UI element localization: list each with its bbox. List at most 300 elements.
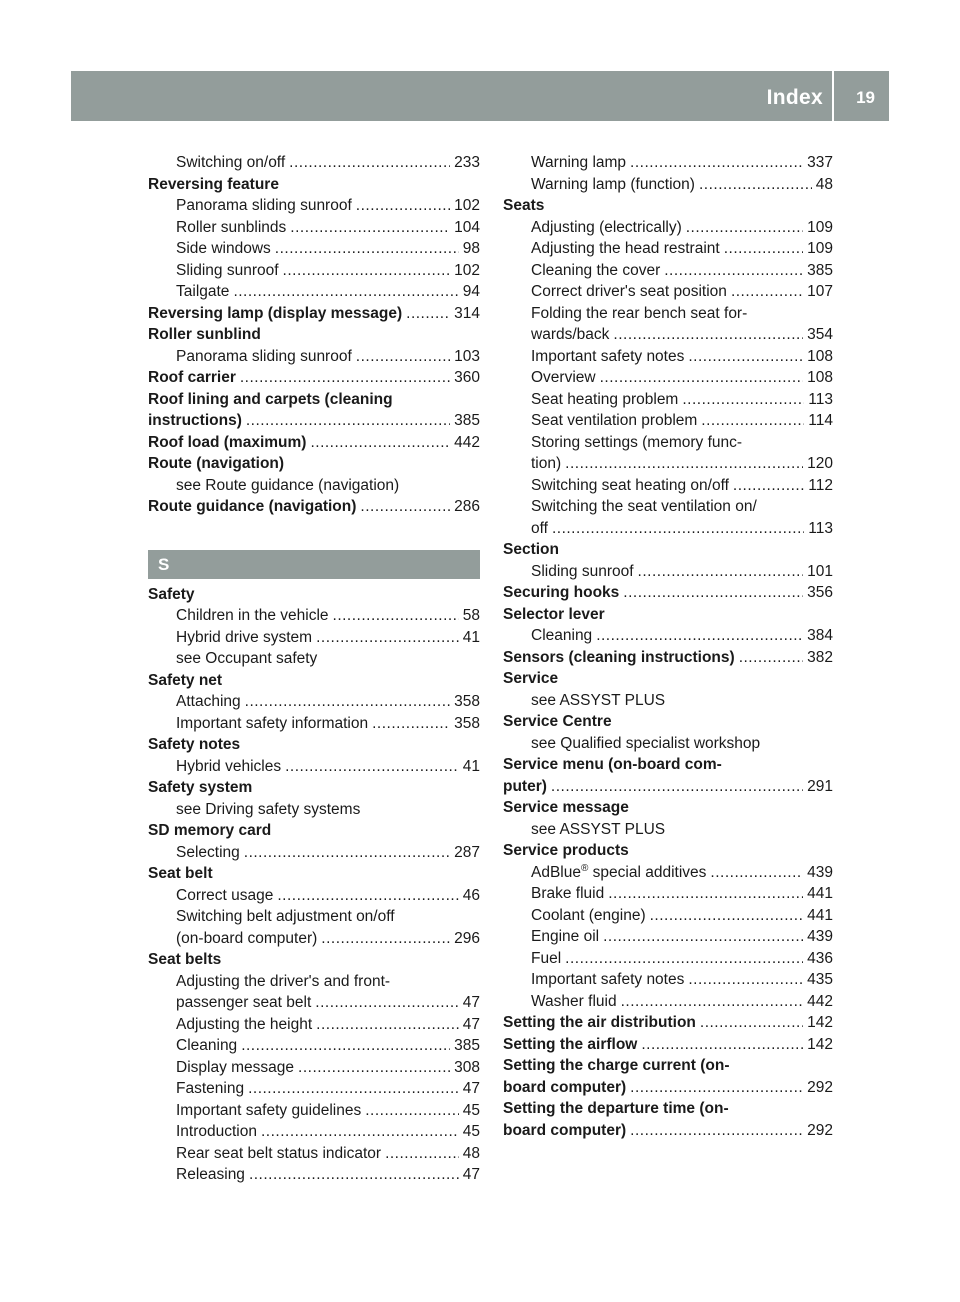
entry-text: Roof lining and carpets (cleaning <box>148 390 393 408</box>
dot-leader <box>603 926 803 948</box>
index-subentry <box>148 281 480 303</box>
entry-text: Selecting <box>176 843 240 861</box>
dot-leader <box>664 260 803 282</box>
index-subentry <box>148 1164 480 1186</box>
entry-text: Side windows <box>176 240 271 257</box>
page-reference[interactable]: 46 <box>462 886 480 904</box>
entry-text: board computer) <box>503 1121 627 1139</box>
page-reference[interactable]: 384 <box>807 627 833 644</box>
dot-leader <box>233 281 458 303</box>
index-entry <box>503 1034 833 1056</box>
entry-text: Route (navigation) <box>148 455 285 472</box>
page-reference[interactable]: 314 <box>454 304 480 322</box>
dot-leader <box>552 518 804 540</box>
index-entry <box>503 539 833 561</box>
dot-leader <box>688 346 803 368</box>
entry-text: Switching on/off <box>176 154 286 171</box>
entry-text: Route guidance (navigation) <box>148 498 357 515</box>
entry-text: Selector lever <box>503 605 605 623</box>
page-reference[interactable]: 442 <box>807 992 833 1010</box>
dot-leader <box>289 152 450 174</box>
entry-text: Releasing <box>176 1166 245 1183</box>
page-reference[interactable]: 439 <box>807 863 833 881</box>
index-subentry <box>503 561 833 583</box>
index-subentry <box>503 303 833 325</box>
entry-text: Seat heating problem <box>531 390 679 408</box>
index-entry <box>148 303 480 325</box>
dot-leader <box>565 453 803 475</box>
dot-leader <box>290 217 450 239</box>
index-subentry <box>503 238 833 260</box>
page-reference[interactable]: 233 <box>454 154 480 171</box>
page-reference[interactable]: 385 <box>807 261 833 279</box>
page-reference[interactable]: 98 <box>462 240 480 257</box>
entry-text: Hybrid drive system <box>176 628 313 646</box>
index-group-r <box>148 152 480 518</box>
page-reference[interactable]: 360 <box>454 369 480 386</box>
dot-leader <box>298 1057 450 1079</box>
index-subentry <box>503 883 833 905</box>
dot-leader <box>275 238 459 260</box>
dot-leader <box>285 756 459 778</box>
dot-leader <box>248 1078 459 1100</box>
page-reference[interactable]: 287 <box>454 843 480 861</box>
page-header <box>71 71 889 121</box>
dot-leader <box>600 367 804 389</box>
page-reference[interactable]: 308 <box>454 1058 480 1076</box>
dot-leader <box>249 1164 459 1186</box>
page-reference[interactable]: 441 <box>807 906 833 924</box>
index-entry <box>503 1098 833 1120</box>
entry-text: see ASSYST PLUS <box>531 691 666 709</box>
entry-text: Setting the charge current (on- <box>503 1057 730 1074</box>
dot-leader <box>333 605 459 627</box>
entry-text: Introduction <box>176 1123 257 1140</box>
dot-leader <box>261 1121 459 1143</box>
index-entry <box>148 949 480 971</box>
page-reference[interactable]: 292 <box>807 1121 833 1139</box>
entry-text: Warning lamp <box>531 154 627 171</box>
index-subentry <box>148 217 480 239</box>
entry-text: see Route guidance (navigation) <box>176 476 400 494</box>
index-subentry <box>148 475 480 497</box>
index-subentry <box>148 971 480 993</box>
entry-text: Adjusting the height <box>176 1015 313 1033</box>
entry-text: off <box>531 519 548 537</box>
page-reference[interactable]: 107 <box>807 283 833 300</box>
index-subentry <box>148 906 480 928</box>
index-entry <box>503 1055 833 1077</box>
page-reference[interactable]: 142 <box>807 1014 833 1031</box>
entry-text: SD memory card <box>148 822 272 839</box>
entry-text: Storing settings (memory func- <box>531 433 743 451</box>
entry-text: Adjusting the head restraint <box>531 240 720 257</box>
index-entry <box>148 174 480 196</box>
entry-text: Important safety notes <box>531 971 685 988</box>
dot-leader <box>316 1014 459 1036</box>
page-reference[interactable]: 41 <box>462 628 480 646</box>
entry-text: see ASSYST PLUS <box>531 820 666 838</box>
page-reference[interactable]: 354 <box>807 326 833 343</box>
index-subentry <box>503 496 833 518</box>
entry-text: Seats <box>503 197 545 214</box>
dot-leader <box>638 561 804 583</box>
entry-text: Roller sunblind <box>148 326 261 343</box>
page-reference[interactable]: 439 <box>807 928 833 945</box>
index-subentry <box>148 885 480 907</box>
entry-text: Brake fluid <box>531 885 605 902</box>
index-subentry <box>148 842 480 864</box>
dot-leader <box>551 776 803 798</box>
entry-text: Cleaning the cover <box>531 261 661 279</box>
index-subentry <box>503 733 833 755</box>
index-subentry <box>148 756 480 778</box>
index-subentry <box>503 625 833 647</box>
dot-leader <box>700 1012 803 1034</box>
page-reference[interactable]: 120 <box>807 455 833 472</box>
entry-text: Children in the vehicle <box>176 607 329 624</box>
entry-text: Washer fluid <box>531 992 617 1010</box>
dot-leader <box>686 217 803 239</box>
entry-text: Display message <box>176 1058 295 1076</box>
dot-leader <box>623 582 803 604</box>
entry-text: Fuel <box>531 949 562 967</box>
entry-text: Roof load (maximum) <box>148 433 307 451</box>
dot-leader <box>630 1120 803 1142</box>
index-subentry <box>503 819 833 841</box>
entry-text: AdBlue® special additives <box>531 862 707 881</box>
header-title: Index <box>766 86 823 109</box>
dot-leader <box>621 991 804 1013</box>
dot-leader <box>283 260 451 282</box>
index-subentry <box>148 992 480 1014</box>
page-reference[interactable]: 291 <box>807 777 833 795</box>
index-group-s <box>148 584 480 1186</box>
entry-text: Securing hooks <box>503 584 620 601</box>
dot-leader <box>277 885 458 907</box>
index-subentry <box>503 690 833 712</box>
page-reference[interactable]: 436 <box>807 949 833 967</box>
dot-leader <box>406 303 450 325</box>
dot-leader <box>739 647 803 669</box>
entry-text: Seat belt <box>148 865 213 882</box>
dot-leader <box>360 496 450 518</box>
page-reference[interactable]: 108 <box>807 369 833 386</box>
entry-text: Cleaning <box>531 627 593 644</box>
index-subentry <box>148 713 480 735</box>
entry-text: Panorama sliding sunroof <box>176 197 352 214</box>
page-reference[interactable]: 103 <box>454 347 480 365</box>
entry-text: Tailgate <box>176 283 230 300</box>
index-entry <box>503 797 833 819</box>
index-subentry <box>148 260 480 282</box>
index-subentry <box>503 453 833 475</box>
dot-leader <box>241 1035 450 1057</box>
index-subentry <box>148 1100 480 1122</box>
index-subentry <box>148 346 480 368</box>
index-subentry <box>503 991 833 1013</box>
entry-text: wards/back <box>531 326 610 343</box>
entry-text: Setting the air distribution <box>503 1014 696 1031</box>
dot-leader <box>356 195 450 217</box>
entry-text: Roof carrier <box>148 369 236 386</box>
page-reference[interactable]: 47 <box>462 1080 480 1097</box>
index-entry <box>503 711 833 733</box>
index-entry <box>503 840 833 862</box>
dot-leader <box>688 969 803 991</box>
index-subentry <box>148 195 480 217</box>
index-subentry <box>148 1121 480 1143</box>
index-entry <box>503 754 833 776</box>
page-reference[interactable]: 48 <box>462 1144 480 1162</box>
entry-text: Sliding sunroof <box>531 562 634 580</box>
entry-text: Service products <box>503 842 629 859</box>
index-entry <box>148 584 480 606</box>
index-subentry <box>503 862 833 884</box>
index-subentry <box>148 928 480 950</box>
entry-text: Warning lamp (function) <box>531 175 695 193</box>
entry-text: Safety system <box>148 779 253 796</box>
page-reference[interactable]: 48 <box>815 175 833 193</box>
dot-leader <box>372 713 450 735</box>
dot-leader <box>608 883 803 905</box>
dot-leader <box>724 238 803 260</box>
page-reference[interactable]: 385 <box>454 1037 480 1054</box>
entry-text: Attaching <box>176 693 241 710</box>
page-reference[interactable]: 358 <box>454 714 480 732</box>
dot-leader <box>699 174 812 196</box>
entry-text: board computer) <box>503 1078 627 1096</box>
index-subentry <box>503 324 833 346</box>
index-subentry <box>148 238 480 260</box>
page-reference[interactable]: 94 <box>462 283 480 300</box>
index-entry <box>148 367 480 389</box>
dot-leader <box>385 1143 459 1165</box>
index-entry <box>503 1077 833 1099</box>
index-entry <box>503 1012 833 1034</box>
index-subentry <box>148 605 480 627</box>
entry-text: Correct usage <box>176 886 274 904</box>
index-entry <box>148 389 480 411</box>
index-subentry <box>148 648 480 670</box>
dot-leader <box>630 1077 803 1099</box>
index-entry <box>148 324 480 346</box>
index-subentry <box>503 969 833 991</box>
page-reference[interactable]: 435 <box>807 971 833 988</box>
index-subentry <box>148 627 480 649</box>
page-reference[interactable]: 58 <box>462 607 480 624</box>
entry-text: see Driving safety systems <box>176 800 361 818</box>
index-subentry <box>503 389 833 411</box>
page-reference[interactable]: 286 <box>454 498 480 515</box>
dot-leader <box>650 905 804 927</box>
index-subentry <box>503 432 833 454</box>
dot-leader <box>613 324 803 346</box>
index-subentry <box>503 948 833 970</box>
index-entry <box>503 195 833 217</box>
entry-text: Important safety guidelines <box>176 1101 362 1119</box>
index-subentry <box>148 1057 480 1079</box>
index-entry <box>503 668 833 690</box>
index-subentry <box>148 1143 480 1165</box>
index-entry <box>503 776 833 798</box>
entry-text: Switching belt adjustment on/off <box>176 908 395 925</box>
entry-text: Adjusting (electrically) <box>531 218 682 236</box>
page-reference[interactable]: 47 <box>462 994 480 1011</box>
page-reference[interactable]: 108 <box>807 347 833 365</box>
index-subentry <box>503 346 833 368</box>
entry-text: Panorama sliding sunroof <box>176 347 352 365</box>
dot-leader <box>310 432 450 454</box>
entry-text: Service <box>503 670 559 687</box>
entry-text: Reversing feature <box>148 175 279 193</box>
page-reference[interactable]: 102 <box>454 261 480 279</box>
dot-leader <box>321 928 450 950</box>
index-entry <box>503 647 833 669</box>
header-divider <box>832 71 834 121</box>
index-entry <box>148 734 480 756</box>
entry-text: Engine oil <box>531 928 600 945</box>
dot-leader <box>244 842 450 864</box>
page-reference[interactable]: 385 <box>454 412 480 429</box>
index-entry <box>148 777 480 799</box>
page-reference[interactable]: 41 <box>462 757 480 775</box>
index-entry <box>148 670 480 692</box>
index-entry <box>503 604 833 626</box>
page-reference[interactable]: 296 <box>454 929 480 947</box>
entry-text: Important safety information <box>176 714 369 732</box>
index-subentry <box>503 174 833 196</box>
dot-leader <box>565 948 803 970</box>
dot-leader <box>701 410 804 432</box>
dot-leader <box>246 410 450 432</box>
index-entry <box>148 432 480 454</box>
index-subentry <box>148 691 480 713</box>
entry-text: Service menu (on-board com- <box>503 756 722 773</box>
entry-text: Fastening <box>176 1080 245 1097</box>
dot-leader <box>240 367 450 389</box>
entry-text: Sensors (cleaning instructions) <box>503 648 735 666</box>
dot-leader <box>315 992 458 1014</box>
index-entry <box>148 453 480 475</box>
entry-text: Overview <box>531 369 596 386</box>
entry-text: Service message <box>503 799 629 816</box>
entry-text: Cleaning <box>176 1037 238 1054</box>
entry-text: Switching seat heating on/off <box>531 476 729 494</box>
page-reference[interactable]: 142 <box>807 1035 833 1053</box>
entry-text: Seat ventilation problem <box>531 412 698 429</box>
index-subentry <box>503 475 833 497</box>
dot-leader <box>245 691 450 713</box>
page-reference[interactable]: 47 <box>462 1015 480 1033</box>
entry-text: Safety <box>148 585 195 603</box>
entry-text: Safety notes <box>148 736 241 753</box>
index-subentry <box>148 799 480 821</box>
entry-text: tion) <box>531 455 562 472</box>
index-subentry <box>148 1014 480 1036</box>
index-subentry <box>148 152 480 174</box>
index-entry <box>148 496 480 518</box>
registered-mark: ® <box>580 862 589 874</box>
entry-text: passenger seat belt <box>176 994 312 1011</box>
page-reference[interactable]: 109 <box>807 218 833 236</box>
dot-leader <box>641 1034 803 1056</box>
page-reference[interactable]: 45 <box>462 1101 480 1119</box>
index-group-s-continued <box>503 152 833 1141</box>
entry-text: see Occupant safety <box>176 650 318 667</box>
entry-text: Setting the departure time (on- <box>503 1100 729 1117</box>
index-subentry <box>503 217 833 239</box>
page-reference[interactable]: 113 <box>808 390 833 408</box>
entry-text: Sliding sunroof <box>176 261 279 279</box>
page-reference[interactable]: 114 <box>808 412 833 429</box>
entry-text: Rear seat belt status indicator <box>176 1144 382 1162</box>
dot-leader <box>356 346 450 368</box>
index-entry <box>503 1120 833 1142</box>
entry-text: Service Centre <box>503 713 612 730</box>
index-entry <box>148 410 480 432</box>
entry-text: Setting the airflow <box>503 1035 638 1053</box>
dot-leader <box>731 281 803 303</box>
dot-leader <box>682 389 804 411</box>
entry-text: Hybrid vehicles <box>176 757 282 775</box>
page-reference[interactable]: 358 <box>454 693 480 710</box>
page-reference[interactable]: 112 <box>808 476 833 494</box>
entry-text: Folding the rear bench seat for- <box>531 304 748 322</box>
index-column-left <box>148 152 480 1186</box>
page-reference[interactable]: 337 <box>807 154 833 171</box>
dot-leader <box>630 152 803 174</box>
index-subentry <box>503 410 833 432</box>
entry-text: Safety net <box>148 671 223 689</box>
page-reference[interactable]: 101 <box>807 562 833 580</box>
page-reference[interactable]: 47 <box>462 1166 480 1183</box>
index-subentry <box>503 926 833 948</box>
entry-text: instructions) <box>148 412 242 429</box>
index-subentry <box>503 260 833 282</box>
entry-text: Important safety notes <box>531 347 685 365</box>
dot-leader <box>365 1100 459 1122</box>
entry-text: Correct driver's seat position <box>531 283 727 300</box>
page-number: 19 <box>856 88 875 107</box>
page-reference[interactable]: 102 <box>454 197 480 214</box>
page-reference[interactable]: 441 <box>807 885 833 902</box>
index-subentry <box>503 367 833 389</box>
index-entry <box>503 582 833 604</box>
page-reference[interactable]: 113 <box>808 519 833 537</box>
index-subentry <box>503 152 833 174</box>
page-reference[interactable]: 442 <box>454 433 480 451</box>
page-reference[interactable]: 382 <box>807 648 833 666</box>
index-subentry <box>148 1078 480 1100</box>
entry-text: Seat belts <box>148 951 222 968</box>
dot-leader <box>316 627 459 649</box>
dot-leader <box>596 625 803 647</box>
index-entry <box>148 820 480 842</box>
page-reference[interactable]: 292 <box>807 1078 833 1096</box>
index-subentry <box>148 1035 480 1057</box>
index-subentry <box>503 518 833 540</box>
dot-leader <box>733 475 804 497</box>
page-reference[interactable]: 356 <box>807 584 833 601</box>
entry-text: Coolant (engine) <box>531 906 646 924</box>
entry-text: see Qualified specialist workshop <box>531 734 761 752</box>
page-reference[interactable]: 45 <box>462 1123 480 1140</box>
index-column-right <box>503 152 833 1141</box>
page-reference[interactable]: 104 <box>454 218 480 236</box>
page-reference[interactable]: 109 <box>807 240 833 257</box>
entry-text: Section <box>503 541 559 558</box>
